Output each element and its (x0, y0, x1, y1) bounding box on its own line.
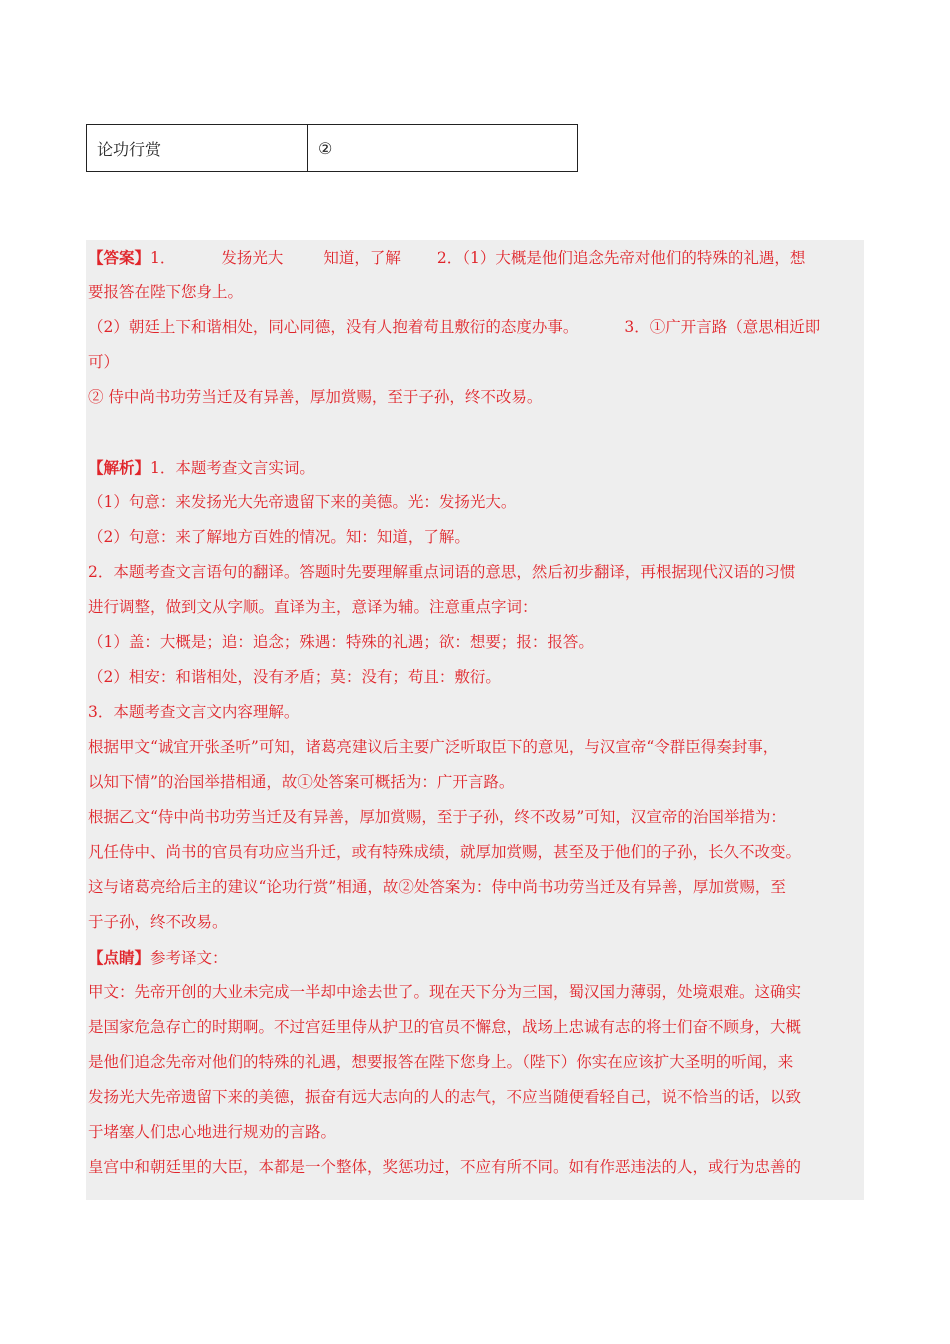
analysis-line: 凡任侍中、尚书的官员有功应当升迁，或有特殊成绩，就厚加赏赐，甚至及于他们的子孙，长久不改变。 (88, 843, 802, 861)
analysis-line: （2）相安：和谐相处，没有矛盾；莫：没有；苟且：敷衍。 (88, 668, 501, 686)
analysis-text: 1．本题考查文言实词。 (150, 459, 315, 477)
analysis-line: （2）句意：来了解地方百姓的情况。知：知道，了解。 (88, 528, 470, 546)
analysis-line: 进行调整，做到文从字顺。直译为主，意译为辅。注意重点字词： (88, 598, 538, 616)
q3-answer-2: ② 侍中尚书功劳当迁及有异善，厚加赏赐，至于子孙，终不改易。 (88, 388, 543, 406)
answer-line-1 (88, 240, 862, 275)
analysis-line: 根据甲文“诚宜开张圣听”可知，诸葛亮建议后主要广泛听取臣下的意见，与汉宣帝“令群臣得奏封事， (88, 738, 779, 756)
q2-answer-line2: 要报答在陛下您身上。 (88, 283, 244, 301)
translation-line: 皇宫中和朝廷里的大臣，本都是一个整体，奖惩功过，不应有所不同。如有作恶违法的人，或行为忠善的 (88, 1158, 802, 1176)
q1-answer-b: 知道，了解 (323, 249, 401, 267)
table-cell-label: 论功行赏 (87, 125, 308, 172)
analysis-line: 3．本题考查文言文内容理解。 (88, 703, 300, 721)
q2-answer-line1: 2．（1）大概是他们追念先帝对他们的特殊的礼遇，想 (436, 249, 806, 267)
answer-line-3 (88, 310, 862, 345)
translation-line: 是他们追念先帝对他们的特殊的礼遇，想要报答在陛下您身上。（陛下）你实在应该扩大圣明的听闻，来 (88, 1053, 794, 1071)
answer-tag: 【答案】 (88, 248, 151, 267)
analysis-line: （1）句意：来发扬光大先帝遗留下来的美德。光：发扬光大。 (88, 493, 517, 511)
q3-answer-end: 可） (88, 353, 120, 371)
analysis-line: 于子孙，终不改易。 (88, 913, 228, 931)
note-intro: 参考译文： (150, 949, 228, 967)
q1-answer-a: 发扬光大 (221, 249, 284, 267)
analysis-line: （1）盖：大概是；追：追念；殊遇：特殊的礼遇；欲：想要；报：报答。 (88, 633, 594, 651)
table-cell-value: ② (308, 125, 578, 172)
note-line-1 (88, 940, 862, 975)
translation-line: 于堵塞人们忠心地进行规劝的言路。 (88, 1123, 337, 1141)
analysis-tag: 【解析】 (88, 458, 151, 477)
analysis-line: 以知下情”的治国举措相通，故①处答案可概括为：广开言路。 (88, 773, 515, 791)
translation-line: 发扬光大先帝遗留下来的美德，振奋有远大志向的人的志气，不应当随便看轻自己，说不恰当的话，以致 (88, 1088, 802, 1106)
analysis-line-1 (88, 450, 862, 485)
translation-line: 是国家危急存亡的时期啊。不过宫廷里侍从护卫的官员不懈怠，战场上忠诚有志的将士们奋不顾身，大概 (88, 1018, 802, 1036)
table-row (87, 125, 578, 172)
answer-content (88, 240, 862, 1185)
q1-number: 1． (150, 249, 176, 267)
translation-line: 甲文：先帝开创的大业未完成一半却中途去世了。现在天下分为三国，蜀汉国力薄弱，处境艰难。这确实 (88, 983, 802, 1001)
analysis-line: 根据乙文“侍中尚书功劳当迁及有异善，厚加赏赐，至于子孙，终不改易”可知，汉宣帝的治国举措为： (88, 808, 786, 826)
q2-answer-line3: （2）朝廷上下和谐相处，同心同德，没有人抱着苟且敷衍的态度办事。 (88, 318, 579, 336)
reward-table (86, 124, 578, 172)
q3-answer-start: 3．①广开言路（意思相近即 (624, 318, 821, 336)
analysis-line: 2．本题考查文言语句的翻译。答题时先要理解重点词语的意思，然后初步翻译，再根据现代汉语的习惯 (88, 563, 796, 581)
note-tag: 【点睛】 (88, 948, 151, 967)
analysis-line: 这与诸葛亮给后主的建议“论功行赏”相通，故②处答案为：侍中尚书功劳当迁及有异善，厚加赏赐，至 (88, 878, 786, 896)
